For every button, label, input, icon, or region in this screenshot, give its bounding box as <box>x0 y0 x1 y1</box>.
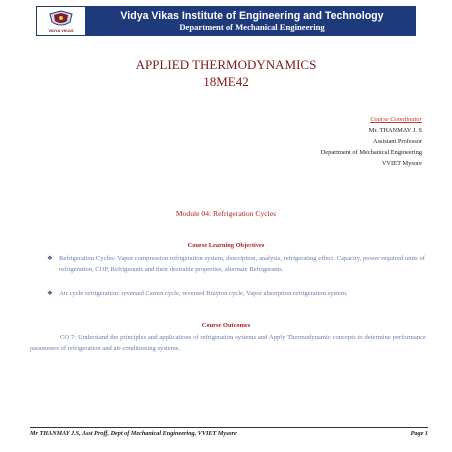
module-title: Module 04: Refrigeration Cycles <box>175 209 277 218</box>
banner-text <box>88 6 416 36</box>
objective-item <box>47 253 425 275</box>
objectives-heading: Course Learning Objectives <box>187 242 265 249</box>
objective-text: Refrigeration Cycles: Vapor compression refrigeration system, description, analysis, refrigerating effect. Capacity, power required units of refrigeration, COP, Refrigerants and their desirable properties, alternate Refrigerants. <box>59 255 425 273</box>
institution-name: Vidya Vikas Institute of Engineering and Technology <box>120 9 384 22</box>
outcomes-heading: Course Outcomes <box>201 322 251 329</box>
course-title: APPLIED THERMODYNAMICS <box>135 57 317 72</box>
footer-author: Mr THANMAY J.S, Asst Proff, Dept of Mechanical Engineering, VVIET Mysore <box>30 430 237 437</box>
course-code: 18ME42 <box>203 74 249 89</box>
coordinator-designation: Assistant Professor <box>372 138 422 145</box>
objective-item <box>47 288 425 299</box>
department-name: Department of Mechanical Engineering <box>179 21 325 32</box>
header-banner <box>36 6 416 36</box>
coordinator-institute: VVIET Mysore <box>381 160 422 167</box>
institute-logo <box>36 6 86 36</box>
objective-text: Air cycle refrigeration: reversed Carnot cycle, reversed Brayton cycle, Vapor absorption refrigeration system. <box>59 290 348 297</box>
diamond-bullet-icon: ❖ <box>47 290 53 297</box>
diamond-bullet-icon: ❖ <box>47 255 53 262</box>
coordinator-department: Department of Mechanical Engineering <box>320 149 422 156</box>
outcome-text: CO 7: Understand the principles and applications of refrigeration systems and Apply Thermodynamic concepts to determine performance parameters of refrigeration and air-conditioning systems. <box>30 334 426 352</box>
coordinator-label: Course Coordinator <box>370 116 422 123</box>
shield-icon <box>48 10 74 28</box>
footer-divider <box>30 427 428 428</box>
page-number: Page 1 <box>410 430 428 437</box>
logo-label: VIDYA VIKAS <box>48 27 74 33</box>
coordinator-name: Mr. THANMAY J. S <box>368 127 422 134</box>
